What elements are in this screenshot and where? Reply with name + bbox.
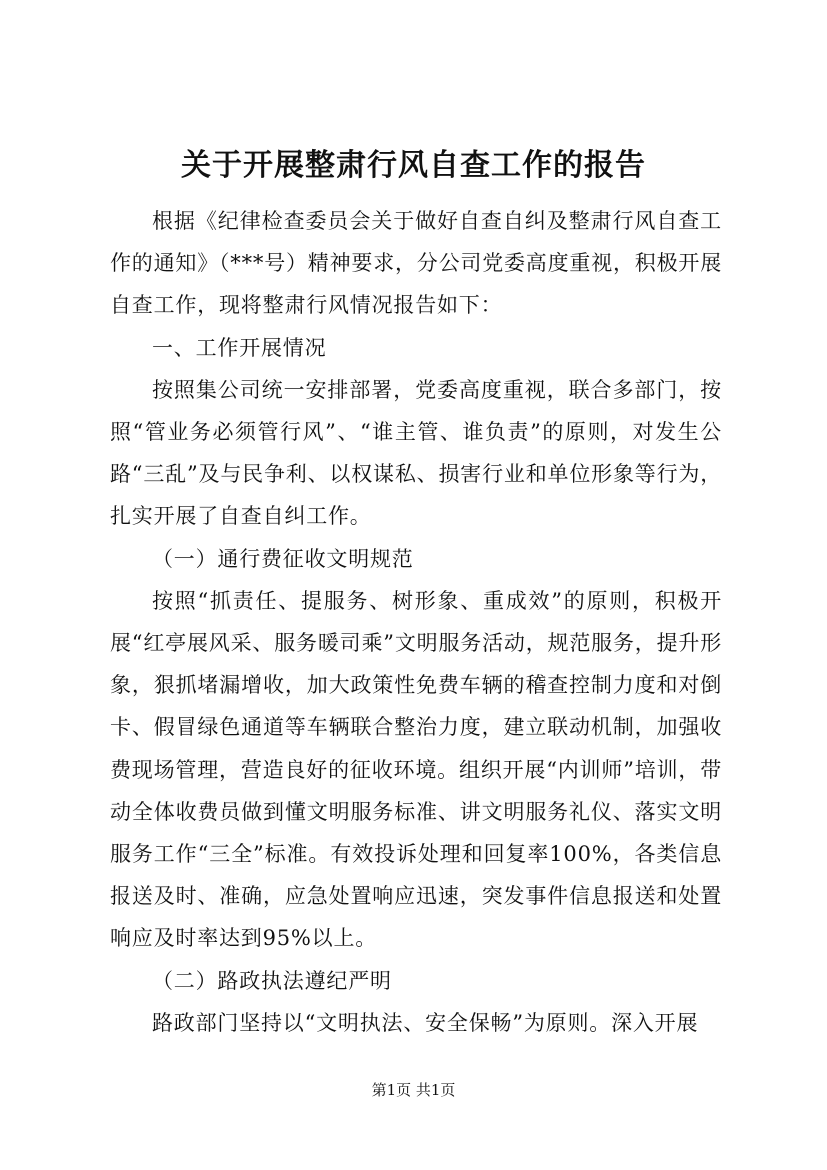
body-paragraph: 按照“抓责任、提服务、树形象、重成效”的原则，积极开展“红亭展风采、服务暖司乘”文明服务活动，规范服务，提升形象，狠抓堵漏增收，加大政策性免费车辆的稽查控制力度和对倒卡、假冒绿色通道等车辆联合整治力度，建立联动机制，加强收费现场管理，营造良好的征收环境。组织开展“内训师”培训，带动全体收费员做到懂文明服务标准、讲文明服务礼仪、落实文明服务工作“三全”标准。有效投诉处理和回复率100%，各类信息报送及时、准确，应急处置响应迅速，突发事件信息报送和处置响应及时率达到95%以上。: [110, 588, 722, 951]
subsection-heading-2: （二）路政执法遵纪严明: [152, 968, 392, 993]
section-heading-1: 一、工作开展情况: [152, 335, 327, 360]
document-body: [110, 200, 722, 1044]
body-paragraph: 路政部门坚持以“文明执法、安全保畅”为原则。深入开展: [152, 1010, 699, 1035]
document-title: 关于开展整肃行风自查工作的报告: [181, 148, 646, 183]
body-paragraph: 按照集公司统一安排部署，党委高度重视，联合多部门，按照“管业务必须管行风”、“谁主管、谁负责”的原则，对发生公路“三乱”及与民争利、以权谋私、损害行业和单位形象等行为，扎实开展了自查自纠工作。: [110, 377, 722, 529]
page-footer: 第1页 共1页: [371, 1081, 456, 1099]
subsection-heading-1: （一）通行费征收文明规范: [152, 546, 414, 571]
intro-paragraph: 根据《纪律检查委员会关于做好自查自纠及整肃行风自查工作的通知》（***号）精神要求，分公司党委高度重视，积极开展自查工作，现将整肃行风情况报告如下：: [110, 209, 722, 318]
